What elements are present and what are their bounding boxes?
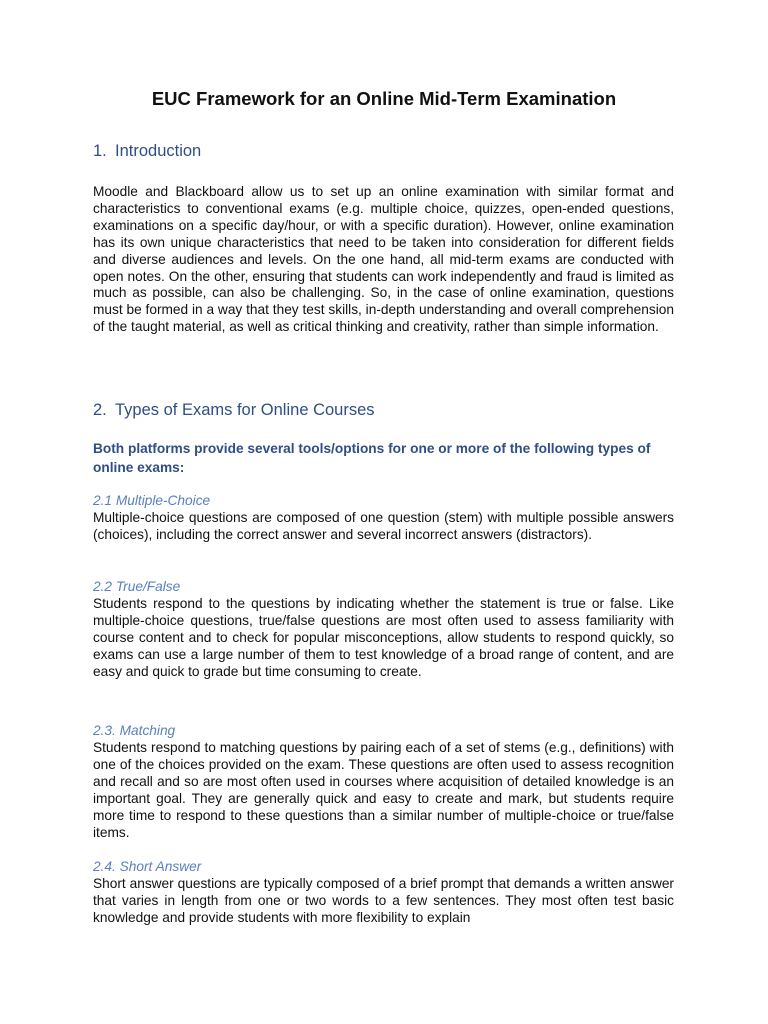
section-number: 1. (93, 142, 107, 160)
subsection-body-matching: Students respond to matching questions by pairing each of a set of stems (e.g., definitions) with one of the choices provided on the exam. These questions are often used to assess recognition and recall and so are most often used in courses where acquisition of detailed knowledge is an important goal. They are generally quick and easy to create and mark, but students require more time to respond to these questions than a similar number of multiple-choice or true/false items. (93, 740, 674, 840)
section-heading-introduction (93, 142, 201, 161)
introduction-paragraph: Moodle and Blackboard allow us to set up an online examination with similar format and characteristics to conventional exams (e.g. multiple choice, quizzes, open-ended questions, examinations on a specific day/hour, or with a specific duration). However, online examination has its own unique characteristics that need to be taken into consideration for different fields and diverse audiences and levels. On the one hand, all mid-term exams are conducted with open notes. On the other, ensuring that students can work independently and fraud is limited as much as possible, can also be challenging. So, in the case of online examination, questions must be formed in a way that they test skills, in-depth understanding and overall comprehension of the taught material, as well as critical thinking and creativity, rather than simple information. (93, 184, 674, 335)
section-heading-text: Types of Exams for Online Courses (115, 401, 375, 419)
subsection-body-true-false: Students respond to the questions by indicating whether the statement is true or false. Like multiple-choice questions, true/false questions are most often used to assess familiarity with course content and to check for popular misconceptions, allow students to respond quickly, so exams can use a large number of them to test knowledge of a broad range of content, and are easy and quick to grade but time consuming to create. (93, 596, 674, 679)
subsection-heading-matching: 2.3. Matching (93, 723, 176, 738)
section-heading-text: Introduction (115, 142, 202, 160)
types-lead-paragraph: Both platforms provide several tools/options for one or more of the following types of online exams: (93, 441, 651, 475)
subsection-heading-true-false: 2.2 True/False (93, 579, 181, 594)
subsection-heading-short-answer: 2.4. Short Answer (93, 859, 202, 874)
subsection-heading-multiple-choice: 2.1 Multiple-Choice (93, 493, 211, 508)
document-title: EUC Framework for an Online Mid-Term Examination (151, 88, 617, 109)
subsection-body-multiple-choice: Multiple-choice questions are composed of one question (stem) with multiple possible answers (choices), including the correct answer and several incorrect answers (distractors). (93, 510, 674, 542)
section-number: 2. (93, 401, 107, 419)
section-heading-types-of-exams (93, 401, 375, 420)
subsection-body-short-answer: Short answer questions are typically composed of a brief prompt that demands a written answer that varies in length from one or two words to a few sentences. They most often test basic knowledge and provide students with more flexibility to explain (93, 876, 674, 925)
